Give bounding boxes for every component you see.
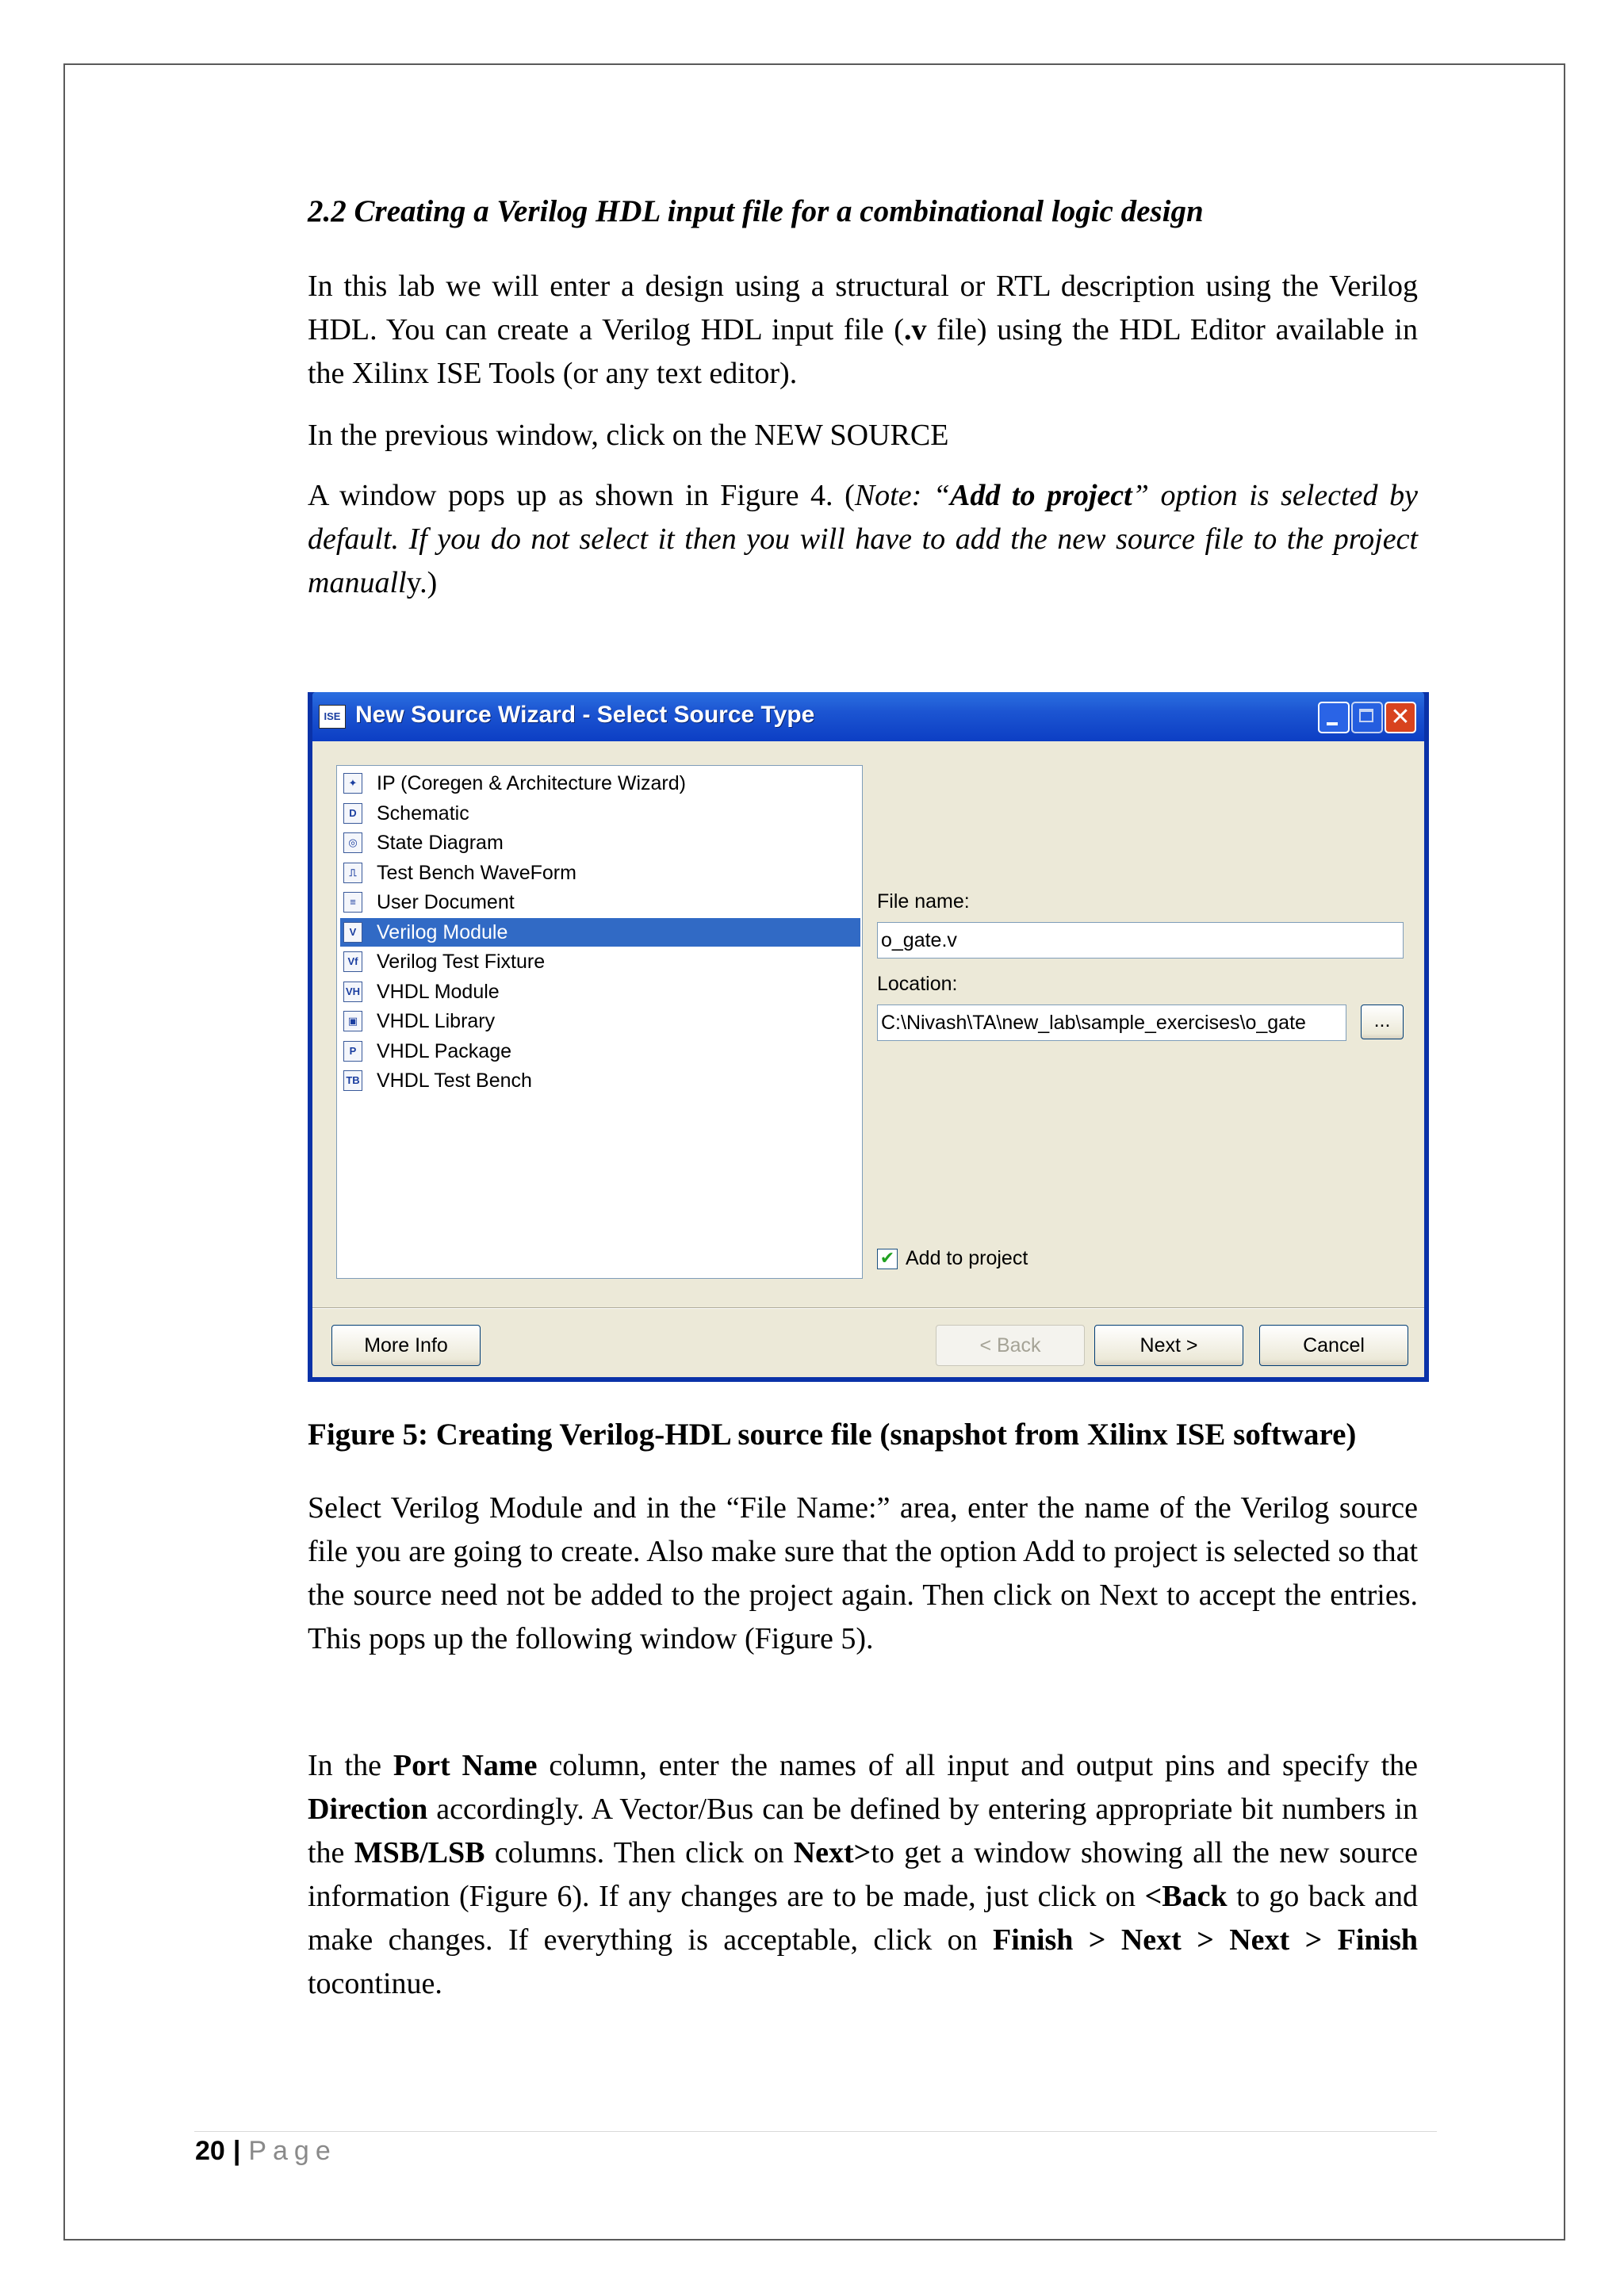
source-type-item[interactable]: [340, 1007, 860, 1035]
ise-app-icon: ISE: [319, 705, 346, 729]
verilog-fixture-icon: Vf: [343, 951, 362, 972]
source-type-label: IP (Coregen & Architecture Wizard): [377, 772, 686, 794]
window-client-area: [312, 741, 1424, 1377]
source-type-label: Verilog Module: [377, 920, 508, 943]
close-icon: ✕: [1390, 703, 1411, 731]
new-source-wizard-window: [308, 692, 1429, 1382]
add-to-project-checkbox[interactable]: [877, 1249, 898, 1269]
source-type-item[interactable]: [340, 918, 860, 947]
source-type-item[interactable]: [340, 888, 860, 916]
source-type-label: Verilog Test Fixture: [377, 951, 546, 973]
button-divider: [312, 1307, 1424, 1309]
source-type-item[interactable]: [340, 947, 860, 976]
figure-caption: Figure 5: Creating Verilog-HDL source file (snapshot from Xilinx ISE software): [308, 1418, 1357, 1452]
source-type-item[interactable]: [340, 799, 860, 828]
source-type-item[interactable]: [340, 978, 860, 1006]
source-type-item[interactable]: [340, 828, 860, 857]
source-type-item[interactable]: [340, 1066, 860, 1095]
checkmark-icon: ✔: [879, 1248, 895, 1268]
next-button[interactable]: Next >: [1094, 1325, 1243, 1366]
page-footer: [195, 2136, 337, 2167]
source-type-label: Schematic: [377, 802, 469, 825]
file-name-label: File name:: [877, 890, 970, 913]
source-type-label: VHDL Test Bench: [377, 1070, 532, 1092]
paragraph-port-name: In the Port Name column, enter the names of all input and output pins and specify the Direction accordingly. A Vector/Bus can be defined by entering appropriate bit numbers in the MSB/LSB columns. Then click on Next>to get a window showing all the new source information (Figure 6). If any changes are to be made, just click on <Back to go back and make changes. If everything is acceptable, click on Finish > Next > Next > Finish tocontinue.: [308, 1749, 1419, 2000]
vhdl-testbench-icon: TB: [343, 1070, 362, 1091]
source-type-list[interactable]: [336, 765, 863, 1279]
window-titlebar[interactable]: [312, 692, 1424, 741]
back-button[interactable]: < Back: [936, 1325, 1085, 1366]
source-type-item[interactable]: [340, 1037, 860, 1066]
section-heading: 2.2 Creating a Verilog HDL input file for a combinational logic design: [308, 194, 1204, 228]
source-type-label: VHDL Library: [377, 1010, 496, 1032]
footer-rule: [194, 2131, 1437, 2132]
source-type-item[interactable]: [340, 859, 860, 887]
paragraph-select-module: Select Verilog Module and in the “File Name:” area, enter the name of the Verilog source file you are going to create. Also make sure that the option Add to project is selected so that the source need not be added to the project again. Then click on Next to accept the entries. This pops up the following window (Figure 5).: [308, 1491, 1418, 1655]
file-name-input[interactable]: o_gate.v: [877, 922, 1404, 959]
state-diagram-icon: ◎: [343, 832, 362, 853]
verilog-module-icon: V: [343, 922, 362, 943]
source-type-label: VHDL Package: [377, 1039, 511, 1062]
ip-wand-icon: ✦: [343, 773, 362, 794]
vhdl-module-icon: VH: [343, 982, 362, 1002]
source-type-label: Test Bench WaveForm: [377, 861, 576, 884]
vhdl-package-icon: P: [343, 1041, 362, 1062]
paragraph-new-source: In the previous window, click on the NEW SOURCE: [308, 419, 949, 452]
source-type-label: State Diagram: [377, 832, 504, 854]
maximize-button[interactable]: [1351, 702, 1383, 733]
window-title: New Source Wizard - Select Source Type: [355, 702, 815, 728]
location-input[interactable]: C:\Nivash\TA\new_lab\sample_exercises\o_gate: [877, 1004, 1346, 1041]
paragraph-intro: In this lab we will enter a design using a structural or RTL description using the Verilog HDL. You can create a Verilog HDL input file (.v file) using the HDL Editor available in the Xilinx ISE Tools (or any text editor).: [308, 270, 1418, 390]
source-type-label: User Document: [377, 891, 515, 913]
waveform-icon: ⎍: [343, 863, 362, 883]
browse-button[interactable]: ...: [1361, 1004, 1404, 1039]
add-to-project-label: Add to project: [906, 1247, 1028, 1269]
cancel-button[interactable]: Cancel: [1259, 1325, 1408, 1366]
footer-separator: |: [232, 2136, 241, 2166]
schematic-icon: D: [343, 803, 362, 824]
minimize-button[interactable]: [1318, 702, 1350, 733]
location-label: Location:: [877, 973, 958, 995]
close-button[interactable]: [1385, 702, 1416, 733]
source-type-item[interactable]: [340, 769, 860, 798]
vhdl-library-icon: ▣: [343, 1011, 362, 1031]
document-icon: ≡: [343, 892, 362, 913]
more-info-button[interactable]: More Info: [331, 1325, 481, 1366]
paragraph-window-note: A window pops up as shown in Figure 4. (Note: “Add to project” option is selected by default. If you do not select it then you will have to add the new source file to the project manually.): [308, 479, 1418, 599]
page-word: Page: [248, 2136, 337, 2166]
source-type-label: VHDL Module: [377, 980, 500, 1003]
page-number: 20: [195, 2136, 225, 2166]
